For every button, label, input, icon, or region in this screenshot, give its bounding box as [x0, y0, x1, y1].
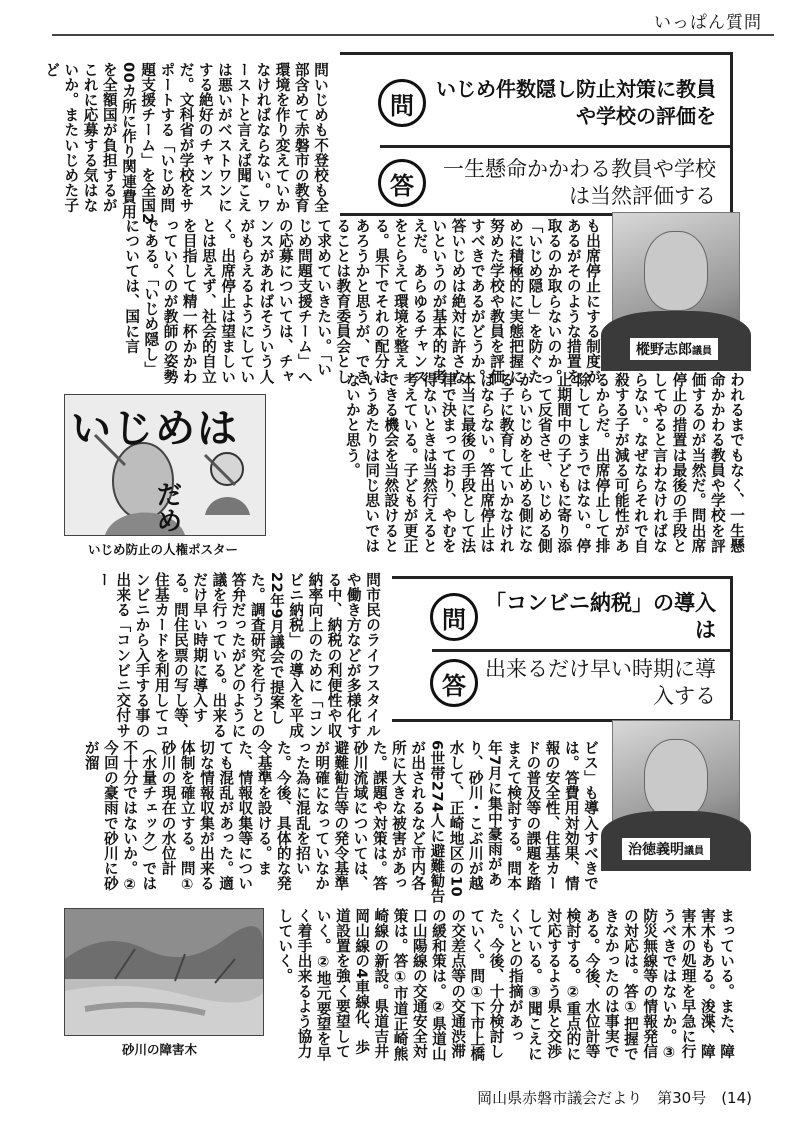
poster-subtext: だめ [152, 481, 182, 533]
answer-headline: 一生懸命かかわる教員や学校は当然評価する [443, 157, 716, 208]
portrait-head-2 [644, 739, 708, 819]
portrait-head [644, 231, 708, 311]
question-mark: 問 [378, 79, 426, 127]
answer-mark: 答 [378, 159, 426, 207]
qa-box-2 [392, 576, 733, 722]
river-illustration [65, 909, 263, 1035]
article-column-1-top: 問いじめも不登校も全部含めて赤磐市の教育環境を作り変えていかなければならない。ワーストと言えば聞こえは悪いがベストワンにする絶好のチャンスだ。文科省が学校をサポートする「いじめ問題支援チーム」を全国200カ所に作り関連費用を全額国が負担するがこれに応募する気はないか。またいじめた子ど [43, 62, 329, 224]
poster-headline: いじめは [71, 406, 239, 452]
article-column-3-top: われるまでもなく、一生懸命かかわる教員や学校を評価するのが当然だ。問出席停止の措置は最後の手段としてやると言わなければならない。なぜならそれで自殺する子が減る可能性があるからだ。出席停止して排除してしまうではない。停止期間中の子どもに寄り添って反省させ、いじめる側からいじめを止める側になる子に教育していかなければならない。答出席停止は本当に最後の手段として法律で決まっており、やむを得ないときは当然行えると考えている。子どもが更正できる機会を当然設けるというあたりは同じ思いではないかと思う。 [343, 372, 745, 554]
header-rule [52, 34, 774, 36]
question-headline-2: 「コンビニ納税」の導入は [485, 591, 716, 642]
councillor-1-title: 議員 [692, 346, 712, 357]
question-band-2 [392, 587, 730, 647]
answer-headline-2: 出来るだけ早い時期に導入する [485, 657, 716, 708]
river-photo-caption: 砂川の障害木 [122, 1042, 198, 1057]
question-headline: いじめ件数隠し防止対策に教員や学校の評価を [436, 77, 716, 128]
qa-divider-2 [432, 649, 730, 652]
question-band [340, 73, 730, 133]
section-title: いっぱん質問 [654, 13, 762, 33]
article-column-2-bottom: ビス」も導入すべきでは。答費用対効果、情報の安全性、住基カードの普及等の課題を踏まえて検討する。問本年7月に集中豪雨があり、砂川・こぶ川が越水して、正崎地区の106世帯274人に避難勧告が出されるなど市内各所に大きな被害があった。課題や対策は。答砂川流域については、避難勧告等の発令基準が明確になっていなかった為に混乱を招いた。今後、具体的な発令基準を設ける。また、情報収集等についても混乱があった。適切な情報収集が出来る体制を確立する。問①砂川の現在の水位計（水量チェック）では不十分ではないか。②今回の豪雨で砂川に砂が溜 [82, 740, 599, 904]
article-column-1-bottom: 問市民のライフスタイルや働き方などが多様化する中、納税の利便性や収納率向上のために「コンビニ納税」の導入を平成22年9月議会で提案した。調査研究を行うとの答弁だったがどのように議を行っている。出来るだけ早い時期に導入する。問住民票の写し等、住基カードを利用してコンビニから入手する事の出来る「コンビニ交付サー [95, 572, 381, 739]
river-photo [64, 908, 264, 1036]
poster-caption: いじめ防止の人権ポスター [88, 542, 239, 557]
councillor-2-name [622, 838, 710, 860]
answer-band [340, 153, 730, 213]
question-mark-2: 問 [430, 593, 478, 641]
councillor-1-name-text: 樅野志郎 [636, 342, 692, 358]
anti-bullying-poster [64, 394, 266, 536]
councillor-1-name [630, 338, 718, 360]
councillor-2-name-text: 治徳義明 [628, 842, 684, 858]
answer-band-2 [392, 653, 730, 713]
qa-box-1 [340, 52, 733, 216]
answer-mark-2: 答 [430, 659, 478, 707]
page-footer: 岡山県赤磐市議会だより 第30号 (14) [477, 1089, 752, 1107]
article-column-2-top: も出席停止にする制度があるがそのような措置を取るのか取らないのか。「いじめ隠し」を防ぐために積極的に実態把握に努めた学校や教員を評価すべきであるがどうか。答いじめは絶対に許さないというのが基本的な考えだ。あらゆるチャンスをとらえて環境を整える。県下でそれの配分はあろうかと思うが、できることは教育委員会として求めていきたい。「いじめ問題支援チーム」への応募については、チャンスがあればそういう人がもらえるようにしていく。出席停止は望ましいとは思えず、社会的自立を目指して精一杯かかわっていくのが教師の姿勢である。「いじめ隠し」については、国に言 [123, 218, 601, 385]
qa-divider [380, 145, 730, 148]
councillor-2-title: 議員 [684, 846, 704, 857]
article-column-3-bottom: まっている。また、障害木もある。浚渫、障害木の処理を早急に行うべきではないか。③防災無線等の情報発信の対応は。答①把握できなかったのは事実である。今後、水位計等検討する。②重点的に対応するよう県と交渉している。③聞こえにくいとの指摘があった。今後、十分検討していく。問①下市上橋の交差点等の交通渋滞の緩和策は。②県道山口山陽線の交通安全対策は。答①市道正崎熊崎線の新設。県道吉井岡山線の4車線化、歩道設置を強く要望していく。②地元要望を早く着手出来るよう協力していく。 [276, 908, 735, 1062]
